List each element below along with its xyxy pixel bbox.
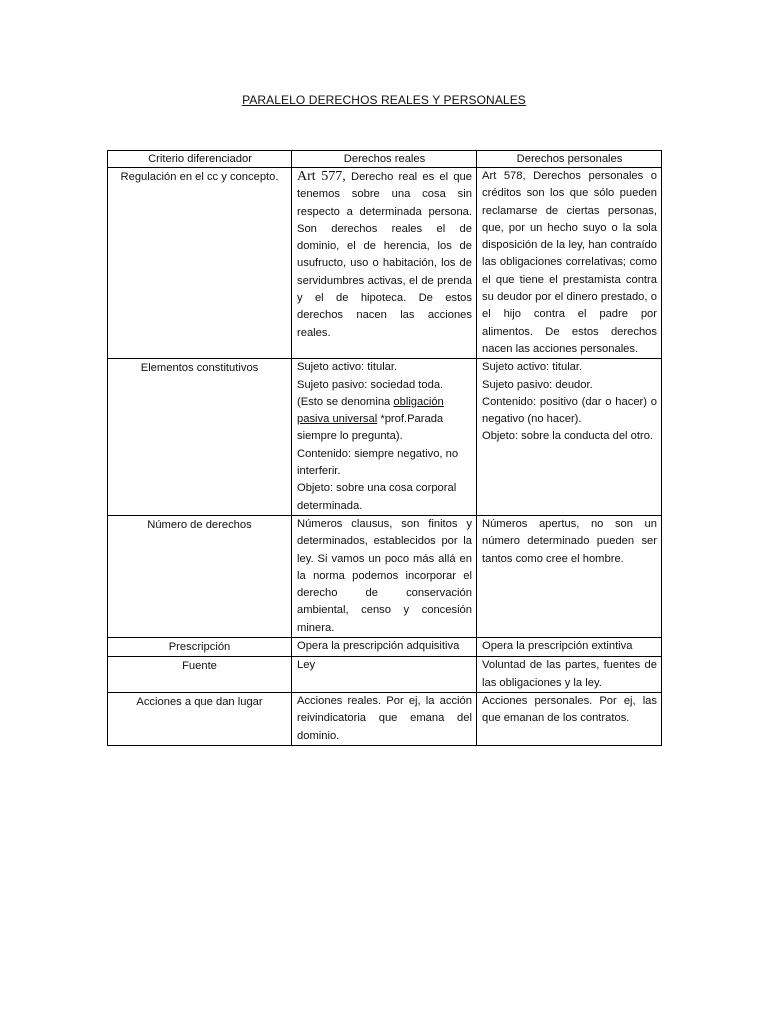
cell-text: Derechos personales o créditos son los que sólo pueden reclamarse de ciertas personas, que, por un hecho suyo o la sola disposición de la ley, han contraído las obligaciones correlativas; como el que tiene el prestamista contra su deudor por el dinero prestado, o el hijo contra el padre por alimentos. De estos derechos nacen las acciones personales. (482, 170, 657, 355)
document-title: PARALELO DERECHOS REALES Y PERSONALES (242, 93, 526, 107)
reales-cell: Números clausus, son finitos y determinados, establecidos por la ley. Si vamos un poco más allá en la norma podemos incorporar el derecho de conservación ambiental, censo y concesión minera. (292, 515, 477, 637)
personales-cell: Voluntad de las partes, fuentes de las obligaciones y la ley. (477, 657, 662, 693)
personales-cell: Opera la prescripción extintiva (477, 638, 662, 657)
personales-cell (477, 168, 662, 359)
personales-cell: Números apertus, no son un número determinado pueden ser tantos como cree el hombre. (477, 515, 662, 637)
table-row (108, 638, 662, 657)
contenido: Contenido: positivo (dar o hacer) o negativo (no hacer). (482, 395, 657, 426)
header-derechos-reales: Derechos reales (292, 151, 477, 168)
table-row (108, 692, 662, 745)
personales-cell: Acciones personales. Por ej, las que emanan de los contratos. (477, 692, 662, 745)
reales-cell: Opera la prescripción adquisitiva (292, 638, 477, 657)
table-row (108, 657, 662, 693)
reales-cell (292, 168, 477, 359)
table-row (108, 515, 662, 637)
underlined-term: pasiva universal (297, 413, 378, 426)
header-criterio: Criterio diferenciador (108, 151, 292, 168)
criterion-cell: Regulación en el cc y concepto. (108, 168, 292, 359)
contenido: Contenido: siempre negativo, no interferir. (297, 447, 459, 478)
sujeto-pasivo: Sujeto pasivo: deudor. (482, 378, 593, 391)
underlined-term: obligación (393, 395, 444, 408)
cell-text: Derecho real es el que tenemos sobre una cosa sin respecto a determinada persona. Son derechos reales el de dominio, el de herencia, los de usufructo, uso o habitación, los de servidumbres activas, el de prenda y el de hipoteca. De estos derechos nacen las acciones reales. (297, 171, 472, 339)
article-reference: Art 578, (482, 170, 526, 182)
criterion-cell: Elementos constitutivos (108, 359, 292, 516)
criterion-cell: Acciones a que dan lugar (108, 692, 292, 745)
criterion-cell: Prescripción (108, 638, 292, 657)
reales-cell: Acciones reales. Por ej, la acción reivindicatoria que emana del dominio. (292, 692, 477, 745)
objeto: Objeto: sobre la conducta del otro. (482, 430, 654, 443)
sujeto-activo: Sujeto activo: titular. (297, 361, 398, 374)
reales-cell (292, 359, 477, 516)
sujeto-activo: Sujeto activo: titular. (482, 361, 583, 374)
objeto: Objeto: sobre una cosa corporal determinada. (297, 482, 457, 512)
table-row (108, 359, 662, 516)
sujeto-pasivo: Sujeto pasivo: sociedad toda. (297, 378, 444, 391)
header-row (108, 151, 662, 168)
article-reference: Art 577, (297, 169, 346, 184)
comparison-table (107, 150, 662, 746)
table-row (108, 168, 662, 359)
header-derechos-personales: Derechos personales (477, 151, 662, 168)
reales-cell: Ley (292, 657, 477, 693)
criterion-cell: Número de derechos (108, 515, 292, 637)
criterion-cell: Fuente (108, 657, 292, 693)
personales-cell (477, 359, 662, 516)
note-text: (Esto se denomina obligación pasiva universal *prof.Parada siempre lo pregunta). (297, 395, 444, 443)
